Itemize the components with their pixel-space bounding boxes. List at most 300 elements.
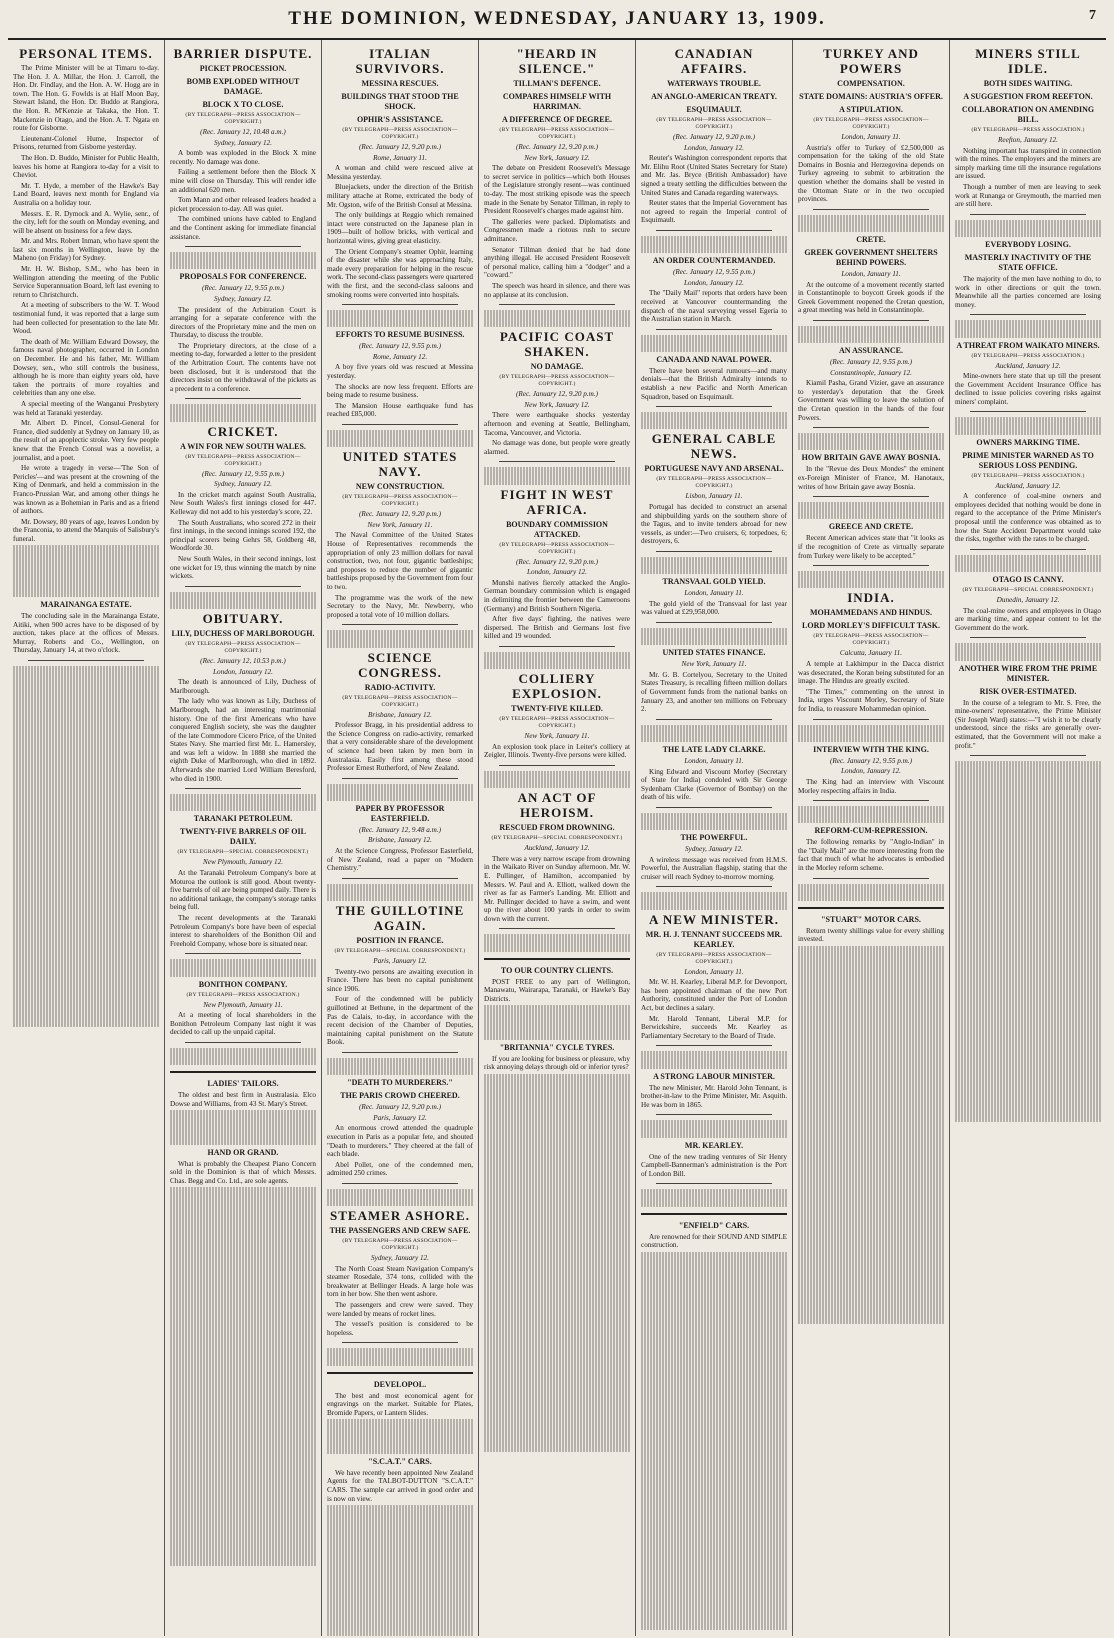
text-line <box>641 1475 787 1484</box>
text-line <box>798 1058 944 1067</box>
text-filler <box>798 433 944 450</box>
text-line <box>798 1092 944 1101</box>
text-line <box>170 1119 316 1128</box>
wire-credit: (BY TELEGRAPH—PRESS ASSOCIATION—COPYRIGHT.) <box>813 633 929 647</box>
text-line <box>170 1265 316 1274</box>
section-heading: PICKET PROCESSION. <box>199 64 287 73</box>
section-heading: AN ASSURANCE. <box>838 346 903 356</box>
article-paragraph: At the Taranaki Petroleum Company's bore at Moturoa the outlook is still good. About twenty-five barrels of oil are being pumped daily. There is no additional tankage, the company's storage tanks being full. <box>170 869 317 912</box>
text-line <box>798 1169 944 1178</box>
wire-credit: (BY TELEGRAPH—PRESS ASSOCIATION—COPYRIGHT.) <box>499 127 615 140</box>
text-line <box>484 1289 630 1298</box>
received-date: (Rec. January 12, 10.53 p.m.) <box>200 656 286 665</box>
place-dateline: Auckland, January 12. <box>995 481 1061 490</box>
text-line <box>484 1323 630 1332</box>
text-line <box>641 628 787 637</box>
section-slug: BLOCK X TO CLOSE. <box>202 100 284 109</box>
text-line <box>798 1023 944 1032</box>
text-line <box>798 1264 944 1273</box>
text-line <box>798 335 944 344</box>
text-line <box>170 1239 316 1248</box>
text-line <box>13 692 159 701</box>
text-line <box>798 972 944 981</box>
text-line <box>13 709 159 718</box>
text-line <box>955 796 1101 805</box>
text-line <box>798 1135 944 1144</box>
advert-heading: "S.C.A.T." CARS. <box>368 1456 432 1466</box>
text-line <box>955 959 1101 968</box>
text-line <box>170 1230 316 1239</box>
text-filler <box>798 884 944 901</box>
text-line <box>13 855 159 864</box>
text-line <box>327 1522 473 1531</box>
text-filler <box>641 1051 787 1068</box>
text-line <box>641 343 787 352</box>
text-line <box>798 1255 944 1264</box>
section-heading: PAPER BY PROFESSOR EASTERFIELD. <box>355 803 445 823</box>
wire-credit: (BY TELEGRAPH—PRESS ASSOCIATION—COPYRIGHT.) <box>185 640 301 654</box>
text-line <box>798 1187 944 1196</box>
text-line <box>798 1195 944 1204</box>
text-line <box>641 412 787 421</box>
text-line <box>798 1316 944 1325</box>
article-paragraph: The concluding sale in the Marainanga Estate, Aitiki, when 900 acres have to be disposed of by auction, takes place at the offices of Messrs. Murray, Roberts and Co., Wellington, on Thursday, January 14, at two o'clock. <box>13 612 159 655</box>
text-line <box>955 1010 1101 1019</box>
text-line <box>641 1552 787 1561</box>
text-line <box>170 1048 316 1057</box>
text-line <box>641 813 787 822</box>
text-line <box>170 1557 316 1566</box>
article-paragraph: Bluejackets, under the direction of the British military attache at Rome, extricated the body of Mr. Ogston, wife of the British Consul at Messina. <box>327 183 473 209</box>
section-heading: MR. KEARLEY. <box>684 1140 744 1150</box>
text-line <box>484 1160 630 1169</box>
article-paragraph: The galleries were packed. Diplomatists and Congressmen made a riotous rush to secure admittance. <box>484 217 630 243</box>
text-line <box>641 1501 787 1510</box>
section-rule <box>656 886 772 887</box>
column-headline: CANADIAN AFFAIRS. <box>674 46 754 76</box>
text-filler <box>170 592 316 609</box>
text-line <box>641 1484 787 1493</box>
text-line <box>484 319 630 328</box>
section-rule <box>813 565 929 566</box>
text-line <box>170 1488 316 1497</box>
text-line <box>641 1424 787 1433</box>
section-heading: AN ORDER COUNTERMANDED. <box>652 256 776 266</box>
advert-heading: "BRITANNIA" CYCLE TYRES. <box>499 1042 615 1052</box>
article-paragraph: Reuter's Washington correspondent reports that Mr. Elihu Root (United States Secretary for State) and Mr. Jas. Bryce (British Ambassador) have signed a treaty settling the difficulties between the United States and Canada regarding waterways. <box>641 154 787 197</box>
article-paragraph: An enormous crowd attended the quadruple execution in Paris as a popular fete, and shouted "Death to murderers." They cheered at the fall of each blade. <box>327 1124 473 1159</box>
text-line <box>484 1212 630 1221</box>
text-line <box>798 815 944 824</box>
text-line <box>170 1110 316 1119</box>
text-line <box>13 915 159 924</box>
text-line <box>327 1565 473 1574</box>
text-line <box>484 1108 630 1117</box>
text-line <box>327 1608 473 1617</box>
text-line <box>170 1273 316 1282</box>
place-dateline: Sydney, January 12. <box>371 1254 429 1263</box>
wire-credit: (BY TELEGRAPH—PRESS ASSOCIATION—COPYRIGHT.) <box>499 541 615 555</box>
text-line <box>170 1402 316 1411</box>
text-line <box>798 1281 944 1290</box>
text-line <box>641 1295 787 1304</box>
wire-credit: (BY TELEGRAPH—SPECIAL CORRESPONDENT.) <box>491 835 623 842</box>
text-filler <box>641 335 787 352</box>
section-slug: COLLABORATION ON AMENDING BILL. <box>961 105 1095 124</box>
text-line <box>641 1535 787 1544</box>
section-rule <box>970 314 1086 315</box>
text-line <box>798 223 944 232</box>
place-dateline: Brisbane, January 12. <box>368 710 432 719</box>
text-line <box>13 683 159 692</box>
section-heading: PROPOSALS FOR CONFERENCE. <box>179 272 307 282</box>
text-line <box>955 993 1101 1002</box>
text-line <box>955 1079 1101 1088</box>
text-filler <box>955 778 1101 1122</box>
advert-heading: LADIES' TAILORS. <box>207 1079 279 1089</box>
text-line <box>484 1280 630 1289</box>
text-line <box>170 1334 316 1343</box>
text-line <box>327 1591 473 1600</box>
article-paragraph: The majority of the men have nothing to do, to work in other directions or quit the town. Meanwhile all the parties concerned are losing money. <box>955 274 1101 309</box>
text-line <box>641 236 787 245</box>
article-paragraph: There have been several rumours—and many denials—that the British Admiralty intends to establish a new Pacific and North American Squadron, based on Esquimault. <box>641 366 787 401</box>
text-line <box>798 998 944 1007</box>
article-paragraph: A wireless message was received from H.M.S. Powerful, the Australian flagship, stating that the cruiser will reach Sydney to-morrow morning. <box>641 855 787 881</box>
section-rule <box>342 1342 458 1343</box>
text-line <box>641 1415 787 1424</box>
text-line <box>641 1595 787 1604</box>
text-line <box>170 1497 316 1506</box>
text-line <box>170 1325 316 1334</box>
place-dateline: New York, January 12. <box>524 400 590 409</box>
wire-credit: (BY TELEGRAPH—PRESS ASSOCIATION—COPYRIGHT.) <box>342 494 458 508</box>
text-line <box>955 804 1101 813</box>
news-column <box>322 40 479 1636</box>
text-line <box>484 1272 630 1281</box>
text-line <box>641 566 787 575</box>
text-line <box>170 794 316 803</box>
text-line <box>641 1060 787 1069</box>
wire-credit: (BY TELEGRAPH—PRESS ASSOCIATION—COPYRIGHT.) <box>656 476 772 490</box>
text-line <box>641 1346 787 1355</box>
text-line <box>484 1358 630 1367</box>
advert-text: Return twenty shillings value for every shilling invested. <box>798 926 944 944</box>
article-paragraph: He wrote a tragedy in verse—'The Son of Pericles'—and was present at the crowning of the King of Denmark, and held a commission in the Franco-Prussian War, and among other things he was known as a Bohemian in Paris and as a friend of authors. <box>13 464 159 516</box>
text-line <box>13 975 159 984</box>
text-line <box>13 984 159 993</box>
text-line <box>13 786 159 795</box>
advert-text: Are renowned for their SOUND AND SIMPLE construction. <box>641 1232 787 1250</box>
text-line <box>170 252 316 261</box>
text-line <box>641 1613 787 1622</box>
section-heading: A STRONG LABOUR MINISTER. <box>653 1071 775 1081</box>
article-paragraph: The speech was heard in silence, and there was no applause at its conclusion. <box>484 281 630 299</box>
text-line <box>170 592 316 601</box>
text-line <box>484 1315 630 1324</box>
text-line <box>13 958 159 967</box>
text-line <box>484 943 630 952</box>
text-line <box>798 442 944 451</box>
place-dateline: London, January 12. <box>213 667 273 676</box>
text-line <box>955 1053 1101 1062</box>
text-line <box>484 1169 630 1178</box>
text-filler <box>955 417 1101 434</box>
article-paragraph: Lieutenant-Colonel Hume, Inspector of Prisons, returned from Gisborne yesterday. <box>13 134 159 152</box>
text-filler <box>484 1005 630 1039</box>
text-line <box>13 718 159 727</box>
column-headline: ITALIAN SURVIVORS. <box>355 46 445 76</box>
text-filler <box>484 771 630 788</box>
text-filler <box>641 628 787 645</box>
text-line <box>641 637 787 646</box>
text-line <box>484 467 630 476</box>
section-subheading: PORTUGUESE NAVY AND ARSENAL. <box>644 464 784 474</box>
text-line <box>170 1454 316 1463</box>
article-paragraph: Messrs. E. R. Dymock and A. Wylie, senr., of the city, left for the south on Monday evening, and will be absent on business for a few days. <box>13 209 159 235</box>
text-line <box>641 1492 787 1501</box>
story-headline: A NEW MINISTER. <box>649 911 779 927</box>
text-line <box>955 881 1101 890</box>
text-line <box>641 1198 787 1207</box>
text-filler <box>13 545 159 597</box>
article-paragraph: At a meeting of local shareholders in the Bonithon Petroleum Company last night it was decided to call up the unpaid capital. <box>170 1011 316 1037</box>
article-paragraph: Twenty-two persons are awaiting execution in France. There has been no capital punishment since 1906. <box>327 967 473 993</box>
text-line <box>798 1101 944 1110</box>
text-filler <box>327 1189 473 1206</box>
article-paragraph: "The Times," commenting on the unrest in India, urges Viscount Morley, Secretary of State for India, to reassure Mohammedan opinion. <box>798 687 944 713</box>
text-line <box>484 1091 630 1100</box>
text-line <box>327 1419 473 1428</box>
section-rule <box>342 1052 458 1053</box>
text-line <box>484 1031 630 1040</box>
section-subheading: MR. H. J. TENNANT SUCCEEDS MR. KEARLEY. <box>645 929 783 949</box>
text-line <box>13 769 159 778</box>
text-line <box>327 1625 473 1634</box>
text-line <box>13 872 159 881</box>
text-line <box>170 261 316 270</box>
text-line <box>798 580 944 589</box>
section-rule <box>342 1183 458 1184</box>
text-line <box>484 1100 630 1109</box>
advert-text: We have recently been appointed New Zealand Agents for the TALBOT-DUTTON "S.C.A.T." CARS. The sample car arrived in good order and is now on view. <box>327 1468 473 1503</box>
advert-heading: HAND OR GRAND. <box>207 1147 279 1157</box>
article-paragraph: Mr. Dowsey, 80 years of age, leaves London by the Franconia, to attend the Marquis of Salisbury's funeral. <box>13 517 159 543</box>
place-dateline: London, January 11. <box>684 967 744 976</box>
text-line <box>170 803 316 812</box>
text-line <box>798 1015 944 1024</box>
article-paragraph: Professor Bragg, in his presidential address to the Science Congress on radio-activity, remarked that a very considerable share of the development of science had been taken by men born in Australasia. Easily first among these stood Professor Ernest Rutherford, of New Zealand. <box>327 721 473 773</box>
text-line <box>170 1548 316 1557</box>
text-line <box>170 413 316 422</box>
text-line <box>13 761 159 770</box>
section-heading: TRANSVAAL GOLD YIELD. <box>662 577 766 587</box>
section-heading: MARAINANGA ESTATE. <box>40 600 132 610</box>
article-paragraph: Mr. W. H. Kearley, Liberal M.P. for Devonport, has been appointed chairman of the new Port Authority, constituted under the Port of London Act, but declines a salary. <box>641 978 787 1012</box>
text-line <box>641 1381 787 1390</box>
text-line <box>641 1051 787 1060</box>
section-rule <box>342 624 458 625</box>
section-subheading: BOUNDARY COMMISSION ATTACKED. <box>506 519 608 539</box>
text-line <box>798 946 944 955</box>
article-paragraph: There were earthquake shocks yesterday afternoon and evening at Seattle, Bellingham, Tacoma, Vancouver, and Victoria. <box>484 411 630 437</box>
text-line <box>798 1273 944 1282</box>
section-subheading: THE PASSENGERS AND CREW SAFE. <box>329 1226 471 1236</box>
text-line <box>641 245 787 254</box>
wire-credit: (BY TELEGRAPH—PRESS ASSOCIATION—COPYRIGHT.) <box>185 112 301 125</box>
text-filler <box>798 215 944 232</box>
text-line <box>170 1368 316 1377</box>
story-headline: FIGHT IN WEST AFRICA. <box>500 486 614 517</box>
place-dateline: Constantinople, January 12. <box>830 368 912 377</box>
text-line <box>798 1307 944 1316</box>
text-filler <box>327 310 473 327</box>
text-line <box>327 630 473 639</box>
text-line <box>13 580 159 589</box>
text-filler <box>955 761 1101 778</box>
wire-credit: (BY TELEGRAPH—PRESS ASSOCIATION.) <box>186 991 300 998</box>
text-line <box>641 1355 787 1364</box>
text-line <box>484 476 630 485</box>
text-filler <box>641 412 787 429</box>
text-line <box>327 884 473 893</box>
text-line <box>170 1359 316 1368</box>
text-line <box>955 873 1101 882</box>
text-line <box>13 554 159 563</box>
article-paragraph: Mr. G. B. Cortelyou, Secretary to the United States Treasury, is recalling fifteen million dollars of Government funds from the national banks on January 23, and another ten millions on February 2. <box>641 670 787 714</box>
text-line <box>484 1126 630 1135</box>
section-rule <box>970 411 1086 412</box>
section-slug: ESQUIMAULT. <box>686 105 742 114</box>
text-filler <box>798 571 944 588</box>
text-line <box>484 1143 630 1152</box>
text-line <box>641 901 787 910</box>
article-paragraph: The vessel's position is considered to be hopeless. <box>327 1320 473 1337</box>
section-rule <box>656 406 772 407</box>
text-line <box>641 1432 787 1441</box>
text-line <box>327 1634 473 1636</box>
article-paragraph: In the cricket match against South Australia, New South Wales's first innings closed for 447. Kelleway did not add to his yesterday's score, 22. <box>170 490 316 516</box>
text-line <box>955 1036 1101 1045</box>
place-dateline: London, January 12. <box>841 767 901 776</box>
text-line <box>327 319 473 328</box>
text-line <box>13 795 159 804</box>
section-rule <box>499 461 615 462</box>
text-line <box>170 1385 316 1394</box>
text-line <box>641 1312 787 1321</box>
wire-credit: (BY TELEGRAPH—PRESS ASSOCIATION—COPYRIGHT.) <box>499 374 615 388</box>
text-line <box>13 675 159 684</box>
section-heading: UNITED STATES FINANCE. <box>662 648 766 658</box>
section-subheading: MOHAMMEDANS AND HINDUS. <box>810 608 932 618</box>
text-filler <box>955 643 1101 660</box>
article-paragraph: The Prime Minister will be at Timaru to-day. The Hon. J. A. Millar, the Hon. J. Carroll, the Hon. Dr. Findlay, and the Hon. A. W. Hogg are in town. The Hon. G. Fowlds is at Half Moon Bay, Stewart Island, the Hon. Dr. Buddo at Rangiora, the Hon. R. M'Kenzie at Takaka, the Hon. T. Mackenzie in Otago, and the Hon. A. T. Ngata en route for Gisborne. <box>13 64 159 133</box>
place-dateline: Paris, January 12. <box>373 957 427 966</box>
masthead-title: THE DOMINION, WEDNESDAY, JANUARY 13, 1909. <box>288 8 826 29</box>
text-line <box>484 1306 630 1315</box>
text-line <box>641 1338 787 1347</box>
section-heading: BOTH SIDES WAITING. <box>983 79 1073 88</box>
text-filler <box>327 784 473 801</box>
text-line <box>798 1127 944 1136</box>
section-subheading: NO DAMAGE. <box>530 362 584 372</box>
text-line <box>484 1151 630 1160</box>
place-dateline: New Plymouth, January 11. <box>203 1000 283 1009</box>
text-line <box>170 1222 316 1231</box>
section-rule <box>28 660 144 661</box>
place-dateline: Auckland, January 12. <box>524 844 590 853</box>
section-rule <box>656 230 772 231</box>
text-line <box>484 1220 630 1229</box>
text-line <box>798 215 944 224</box>
section-rule <box>499 646 615 647</box>
text-line <box>641 1621 787 1630</box>
text-filler <box>798 806 944 823</box>
text-line <box>955 228 1101 237</box>
text-line <box>170 1437 316 1446</box>
article-paragraph: The following remarks by "Anglo-Indian" in the "Daily Mail" are the more interesting from the fact that much of what he advocates is embodied in the Morley reform scheme. <box>798 838 944 873</box>
section-subheading: RISK OVER-ESTIMATED. <box>979 686 1077 696</box>
article-paragraph: A temple at Lakhimpur in the Dacca district was desecrated, the Koran being substituted for an image. The Hindus are greatly excited. <box>798 659 944 686</box>
place-dateline: London, January 12. <box>684 278 744 287</box>
column-headline: PERSONAL ITEMS. <box>19 46 153 61</box>
text-line <box>170 1471 316 1480</box>
section-rule <box>185 586 301 587</box>
section-rule <box>970 755 1086 756</box>
text-line <box>13 967 159 976</box>
text-line <box>955 830 1101 839</box>
text-line <box>13 726 159 735</box>
section-rule <box>656 1114 772 1115</box>
section-rule <box>656 622 772 623</box>
text-line <box>327 1348 473 1357</box>
section-subheading: TWENTY-FIVE BARRELS OF OIL DAILY. <box>180 827 306 847</box>
text-line <box>955 787 1101 796</box>
advert-text: The best and most economical agent for engravings on the market. Suitable for Plates, Bromide Papers, or Lantern Slides. <box>327 1391 473 1417</box>
text-filler <box>798 946 944 980</box>
text-line <box>327 439 473 448</box>
section-heading: A THREAT FROM WAIKATO MINERS. <box>956 340 1100 350</box>
text-line <box>641 1467 787 1476</box>
article-paragraph: The Proprietary directors, at the close of a meeting to-day, forwarded a letter to the president of the Arbitration Court. The contents have not been disclosed, but it is understood that the directors insist on the withdrawal of the pickets as a precedent to a conference. <box>170 341 316 393</box>
section-subheading: STATE DOMAINS: AUSTRIA'S OFFER. <box>799 92 943 101</box>
text-filler <box>13 666 159 683</box>
text-line <box>798 571 944 580</box>
section-heading: TARANAKI PETROLEUM. <box>193 814 293 824</box>
section-heading: GREECE AND CRETE. <box>828 522 914 532</box>
text-line <box>641 1458 787 1467</box>
text-line <box>327 1189 473 1198</box>
advert-rule <box>798 907 944 909</box>
text-line <box>641 1277 787 1286</box>
section-heading: "DEATH TO MURDERERS." <box>347 1078 453 1088</box>
text-line <box>13 932 159 941</box>
text-line <box>484 1246 630 1255</box>
article-paragraph: Mr. Harold Tennant, Liberal M.P. for Berwickshire, succeeds Mr. Kearley as Parliamentary Secretary to the Board of Trade. <box>641 1014 787 1040</box>
section-slug: A DIFFERENCE OF DEGREE. <box>502 115 612 124</box>
text-line <box>798 884 944 893</box>
text-filler <box>641 1252 787 1286</box>
text-filler <box>170 252 316 269</box>
article-paragraph: Abel Pollet, one of the condemned men, admitted 250 crimes. <box>327 1160 473 1178</box>
text-line <box>798 1084 944 1093</box>
text-line <box>13 545 159 554</box>
text-line <box>798 1075 944 1084</box>
text-filler <box>170 404 316 421</box>
text-line <box>798 963 944 972</box>
article-paragraph: King Edward and Viscount Morley (Secretary of State for India) condoled with Sir George Sydenham Clarke (Governor of Bombay) on the death of his wife. <box>641 767 787 802</box>
text-line <box>327 1617 473 1626</box>
